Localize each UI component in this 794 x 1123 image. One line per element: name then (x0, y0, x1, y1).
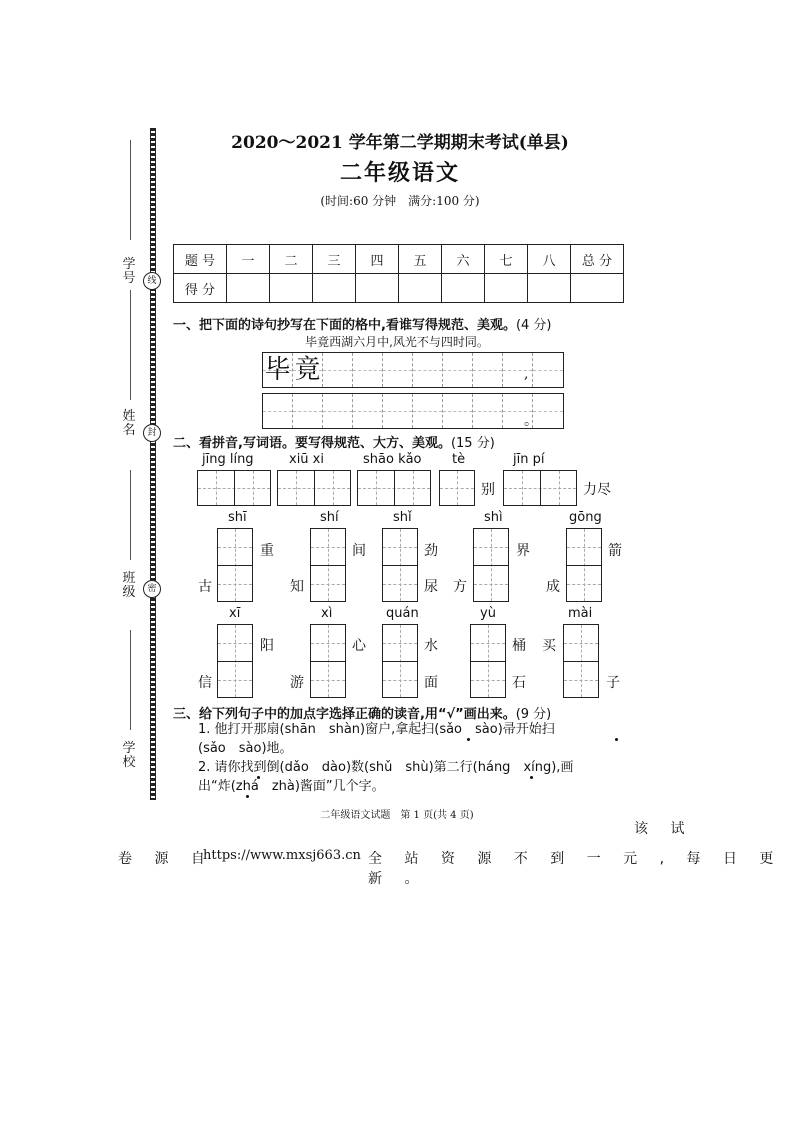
section-1-heading: 一、把下面的诗句抄写在下面的格中,看谁写得规范、美观。(4 分) (173, 318, 552, 333)
given-char: 成 (546, 579, 560, 595)
given-char: 界 (516, 543, 530, 559)
emphasis-dot (467, 738, 470, 741)
table-cell: 八 (528, 245, 571, 274)
score-cell[interactable] (485, 274, 528, 303)
pinyin: shāo kǎo (363, 452, 422, 467)
answer-box[interactable] (566, 528, 602, 602)
seal-mark: 封 (143, 424, 161, 442)
given-char: 子 (606, 675, 620, 691)
score-cell[interactable] (356, 274, 399, 303)
binding-dashed-line (150, 128, 156, 800)
emphasis-dot (246, 795, 249, 798)
given-char: 方 (453, 579, 467, 595)
answer-box[interactable] (310, 624, 346, 698)
answer-box[interactable] (217, 624, 253, 698)
answer-box[interactable] (503, 470, 577, 506)
emphasis-dot (530, 776, 533, 779)
grid-cell[interactable] (413, 394, 443, 428)
answer-box[interactable] (382, 624, 418, 698)
watermark-tagline: 全 站 资 源 不 到 一 元 , 每 日 更 新 。 (368, 851, 783, 887)
table-cell: 三 (313, 245, 356, 274)
given-char: 水 (424, 638, 438, 654)
grid-cell[interactable] (473, 353, 503, 387)
section-3-heading: 三、给下列句子中的加点字选择正确的读音,用“√”画出来。(9 分) (173, 707, 552, 722)
label-student-id: 学号 (122, 257, 136, 286)
score-table (173, 244, 624, 303)
score-cell[interactable] (442, 274, 485, 303)
emphasis-dot (615, 738, 618, 741)
grid-cell[interactable] (533, 353, 563, 387)
fill-line (130, 140, 131, 240)
given-char: 心 (352, 638, 366, 654)
question-1-line-1: 1. 他打开那扇(shān shàn)窗户,拿起扫(sǎo sào)帚开始扫 (198, 722, 555, 737)
pinyin: yù (480, 606, 496, 621)
pinyin: shī (228, 510, 247, 525)
given-char: 石 (512, 675, 526, 691)
answer-box[interactable] (563, 624, 599, 698)
table-cell: 二 (270, 245, 313, 274)
table-row (174, 245, 624, 274)
grid-cell[interactable] (383, 353, 413, 387)
given-char: 游 (290, 675, 304, 691)
period-mark: 。 (524, 413, 538, 429)
writing-grid-row-2[interactable] (262, 393, 564, 429)
grid-cell[interactable] (383, 394, 413, 428)
answer-box[interactable] (439, 470, 475, 506)
answer-box[interactable] (473, 528, 509, 602)
emphasis-dot (257, 776, 260, 779)
answer-box[interactable] (217, 528, 253, 602)
watermark-url[interactable]: https://www.mxsj663.cn (203, 848, 361, 863)
answer-box[interactable] (197, 470, 271, 506)
answer-box[interactable] (310, 528, 346, 602)
table-cell: 得 分 (174, 274, 227, 303)
given-char: 尿 (424, 579, 438, 595)
pinyin: gōng (569, 510, 602, 525)
label-name: 姓名 (122, 409, 136, 438)
page-footer: 二年级语文试题 第 1 页(共 4 页) (320, 810, 474, 821)
pinyin: mài (568, 606, 593, 621)
table-cell: 五 (399, 245, 442, 274)
pinyin: xī (229, 606, 241, 621)
table-cell: 四 (356, 245, 399, 274)
table-cell: 六 (442, 245, 485, 274)
given-char: 别 (481, 482, 495, 498)
grid-cell[interactable] (293, 394, 323, 428)
watermark-text: 卷 源 自 (118, 851, 214, 867)
grid-cell[interactable] (323, 353, 353, 387)
pinyin: tè (452, 452, 466, 467)
given-char: 古 (198, 579, 212, 595)
exam-title: 2020～2021 学年第二学期期末考试(单县) (231, 133, 569, 153)
grid-cell[interactable]: 毕 (263, 353, 293, 387)
exam-info: (时间:60 分钟 满分:100 分) (320, 194, 480, 208)
fill-line (130, 630, 131, 730)
comma-mark: , (524, 366, 529, 382)
question-1-line-2: (sǎo sào)地。 (198, 741, 293, 756)
fill-line (130, 470, 131, 560)
given-char: 面 (424, 675, 438, 691)
question-2-line-2: 出“炸(zhá zhà)酱面”几个字。 (198, 779, 385, 794)
grid-cell[interactable] (473, 394, 503, 428)
seal-mark: 线 (143, 272, 161, 290)
given-char: 信 (198, 675, 212, 691)
score-cell[interactable] (313, 274, 356, 303)
table-cell: 题 号 (174, 245, 227, 274)
pinyin: shì (484, 510, 503, 525)
exam-subtitle: 二年级语文 (339, 160, 460, 186)
score-cell[interactable] (399, 274, 442, 303)
pinyin: jīn pí (513, 452, 545, 467)
given-char: 重 (260, 543, 274, 559)
pinyin: jīng líng (202, 452, 254, 467)
section-2-heading: 二、看拼音,写词语。要写得规范、大方、美观。(15 分) (173, 436, 495, 451)
given-char: 阳 (260, 638, 274, 654)
table-cell: 一 (227, 245, 270, 274)
given-char: 间 (352, 543, 366, 559)
given-char: 劲 (424, 543, 438, 559)
pinyin: quán (386, 606, 419, 621)
grid-cell[interactable] (443, 353, 473, 387)
pinyin: xiū xi (289, 452, 324, 467)
answer-box[interactable] (382, 528, 418, 602)
given-char: 买 (542, 638, 556, 654)
grid-cell[interactable]: 竟 (293, 353, 323, 387)
given-text: 力尽 (583, 482, 611, 498)
grid-cell[interactable] (323, 394, 353, 428)
pinyin: xì (321, 606, 333, 621)
answer-box[interactable] (277, 470, 351, 506)
writing-grid-row-1[interactable] (262, 352, 564, 388)
grid-cell[interactable] (353, 394, 383, 428)
grid-cell[interactable] (413, 353, 443, 387)
poem-line: 毕竟西湖六月中,风光不与四时同。 (305, 335, 489, 349)
given-char: 箭 (608, 543, 622, 559)
score-cell[interactable] (571, 274, 624, 303)
pinyin: shí (320, 510, 339, 525)
grid-cell[interactable] (503, 353, 533, 387)
given-char: 知 (290, 579, 304, 595)
table-row (174, 274, 624, 303)
seal-mark: 密 (143, 580, 161, 598)
label-class: 班级 (122, 571, 136, 600)
score-cell[interactable] (528, 274, 571, 303)
given-char: 桶 (512, 638, 526, 654)
score-cell[interactable] (270, 274, 313, 303)
table-cell: 总 分 (571, 245, 624, 274)
table-cell: 七 (485, 245, 528, 274)
answer-box[interactable] (470, 624, 506, 698)
question-2-line-1: 2. 请你找到倒(dǎo dào)数(shǔ shù)第二行(háng xíng),画 (198, 760, 574, 775)
grid-cell[interactable] (443, 394, 473, 428)
watermark-text: 该 试 (634, 821, 694, 837)
grid-cell[interactable] (353, 353, 383, 387)
answer-box[interactable] (357, 470, 431, 506)
score-cell[interactable] (227, 274, 270, 303)
pinyin: shǐ (393, 510, 412, 525)
grid-cell[interactable] (263, 394, 293, 428)
label-school: 学校 (122, 741, 136, 770)
